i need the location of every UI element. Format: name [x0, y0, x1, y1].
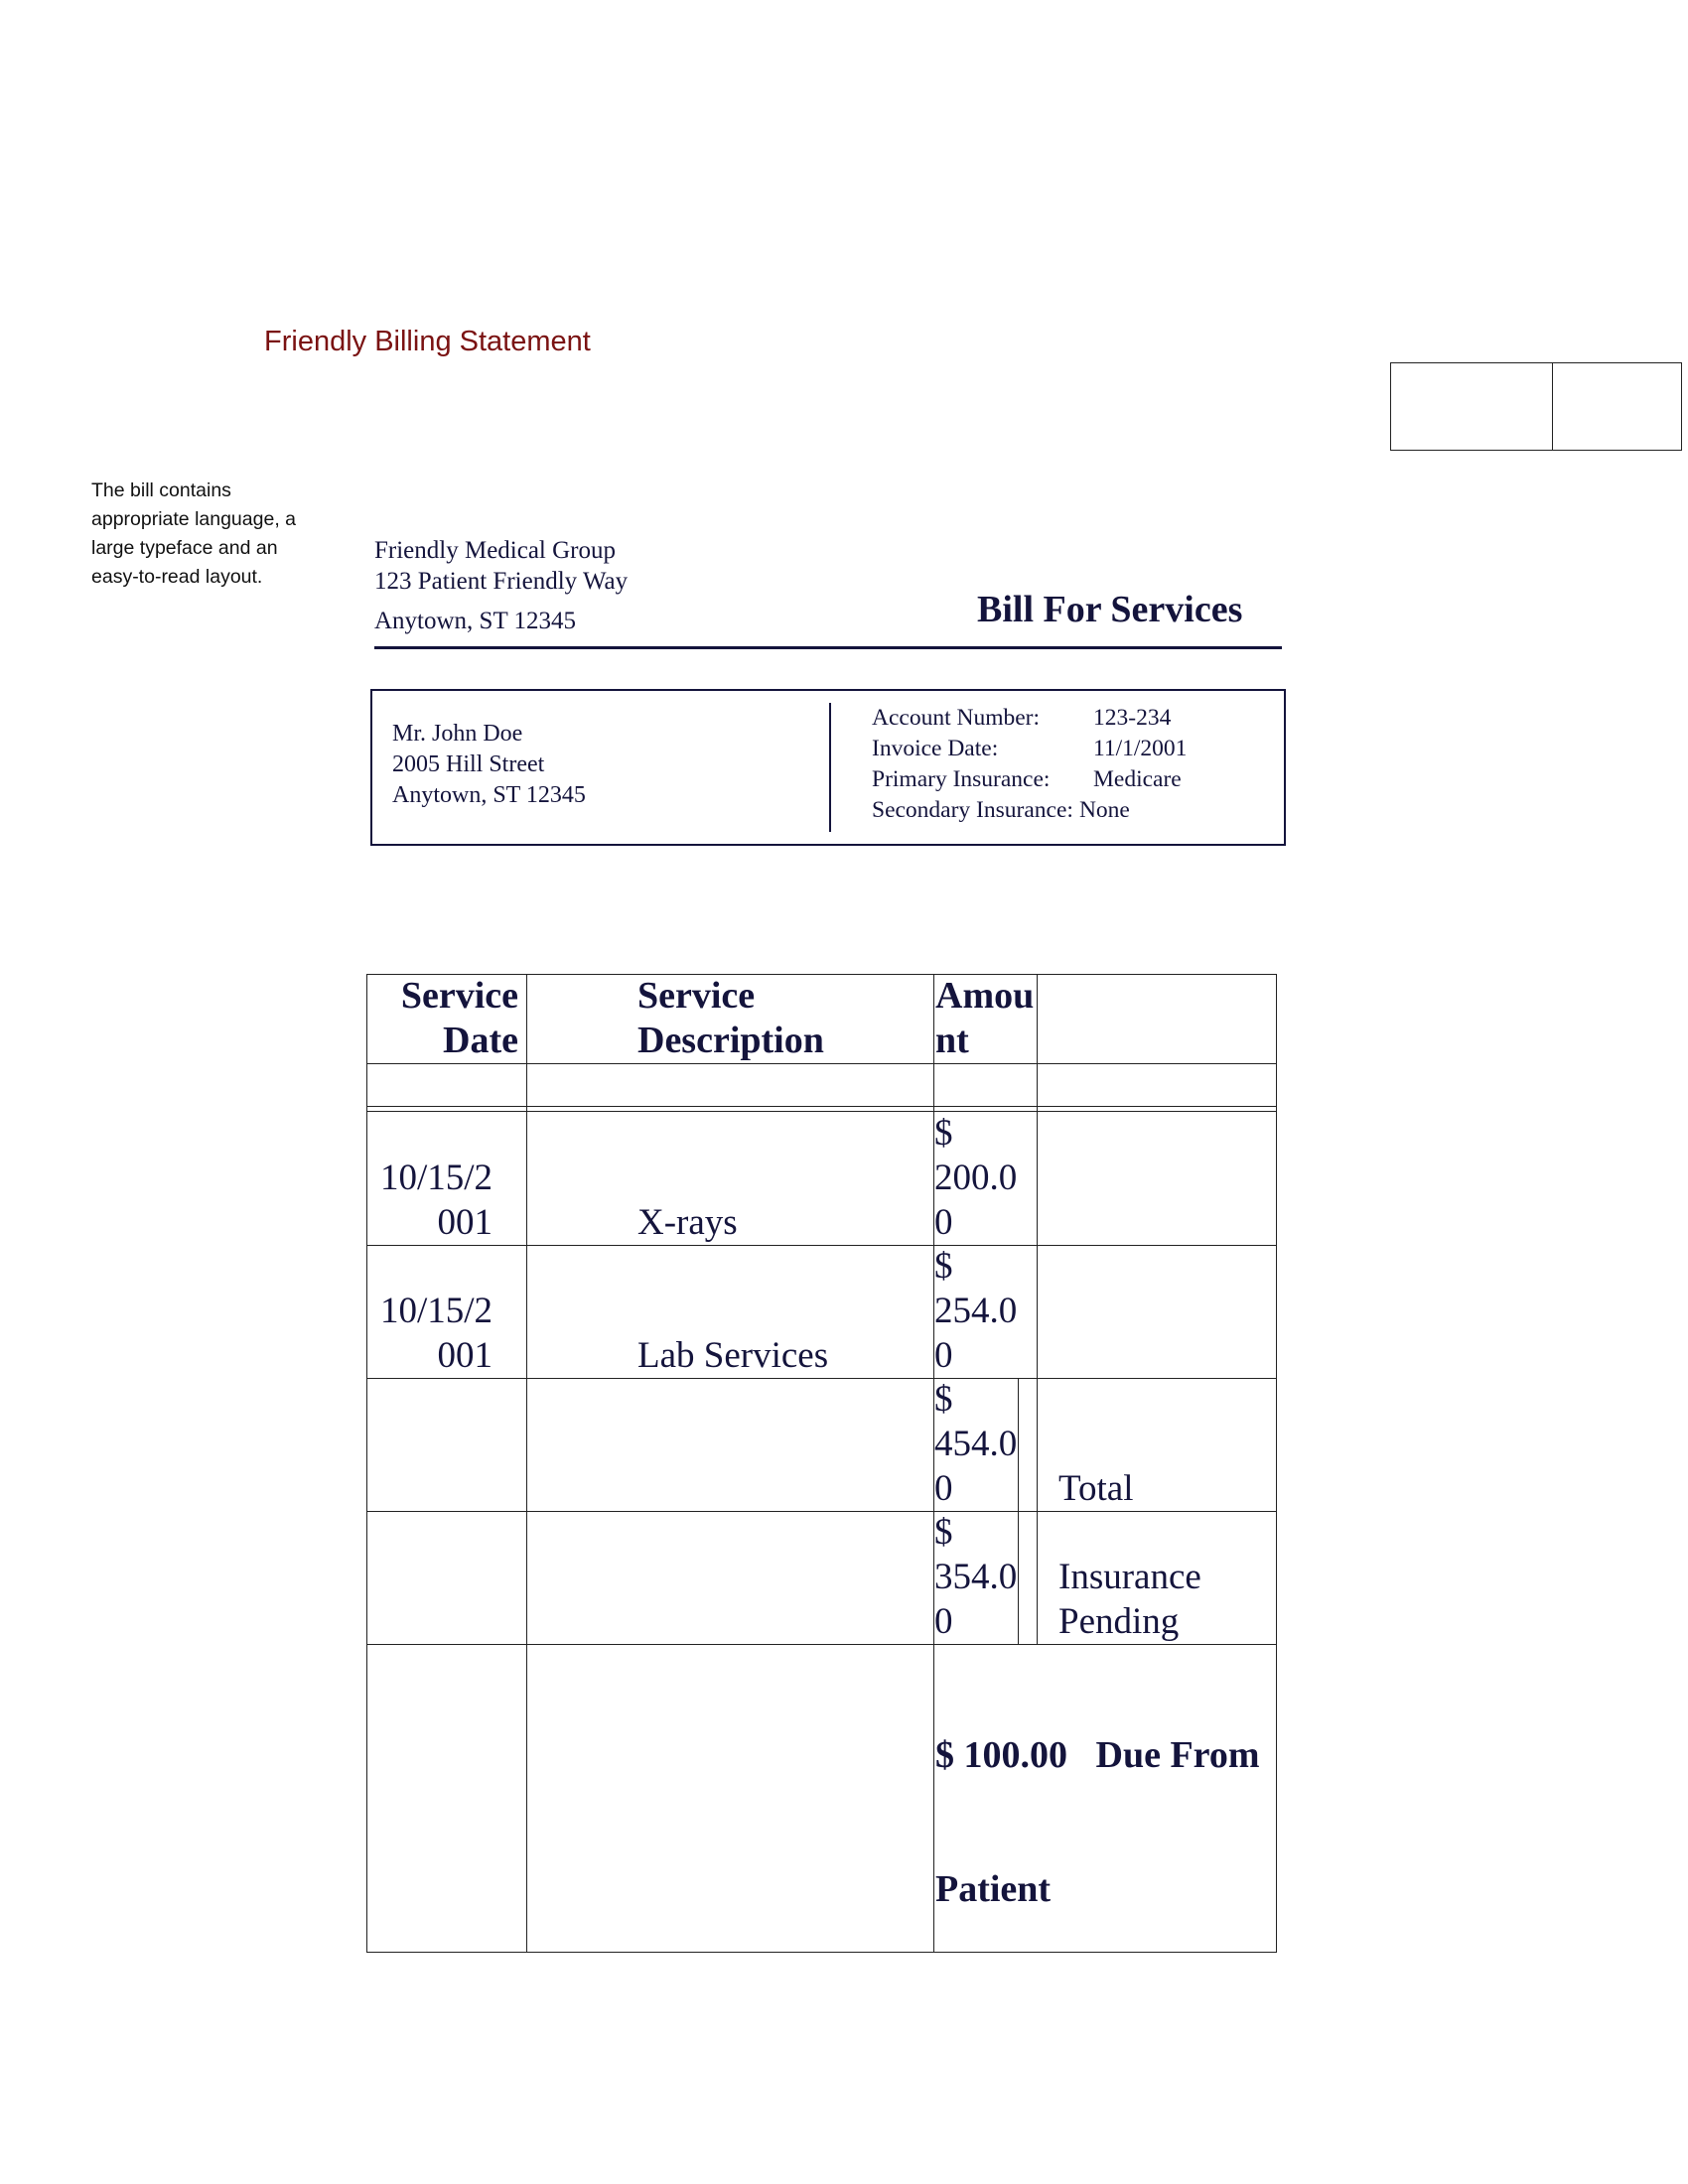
total-label: Total: [1058, 1468, 1134, 1509]
due-from-patient: [935, 1644, 1260, 2001]
account-number-value: 123-234: [1093, 705, 1172, 731]
annotation-note: The bill contains appropriate language, a large typeface and an easy-to-read layout.: [91, 479, 296, 588]
account-details: [872, 703, 1187, 826]
table-rule-header: [366, 1063, 1277, 1064]
total-amount-line1: $: [934, 1379, 953, 1420]
table-col-rule-inner: [1018, 1378, 1019, 1644]
row1-description: X-rays: [637, 1202, 738, 1243]
insurance-amount-line1: $: [934, 1512, 953, 1553]
table-border-right: [1276, 974, 1277, 1952]
secondary-insurance-value: None: [1078, 797, 1130, 823]
bill-heading: Bill For Services: [977, 589, 1243, 630]
invoice-date-label: Invoice Date:: [872, 736, 999, 761]
secondary-insurance-row: [872, 795, 1187, 826]
header-service-description-line1: Service: [637, 975, 756, 1017]
patient-street: 2005 Hill Street: [392, 751, 545, 777]
row2-amount-line3: 0: [934, 1335, 953, 1376]
row2-amount-line1: $: [934, 1246, 953, 1287]
secondary-insurance-label: Secondary Insurance:: [872, 797, 1073, 823]
info-box-divider: [829, 703, 831, 832]
table-rule-row2: [366, 1378, 1277, 1379]
table-rule-double-2: [366, 1111, 1277, 1112]
header-service-description-line2: Description: [637, 1020, 824, 1061]
invoice-date-value: 11/1/2001: [1093, 736, 1188, 761]
primary-insurance-value: Medicare: [1093, 766, 1182, 792]
table-rule-row1: [366, 1245, 1277, 1246]
insurance-label: [1058, 1555, 1201, 1644]
header-service-date: [369, 974, 518, 1063]
table-rule-double-1: [366, 1106, 1277, 1107]
document-title: Friendly Billing Statement: [264, 326, 591, 357]
header-service-date-line2: Date: [443, 1020, 518, 1061]
primary-insurance-row: [872, 764, 1187, 795]
header-service-date-line1: Service: [400, 975, 518, 1017]
row1-amount: [934, 1111, 1017, 1245]
row1-date-line1: 10/15/2: [379, 1158, 492, 1198]
insurance-amount: [934, 1510, 1017, 1644]
due-from-patient-line1: $ 100.00 Due From: [935, 1734, 1260, 1776]
insurance-amount-line2: 354.0: [934, 1557, 1018, 1597]
practice-city: Anytown, ST 12345: [374, 608, 577, 634]
row1-date-line2: 001: [437, 1202, 492, 1243]
insurance-label-line2: Pending: [1058, 1601, 1180, 1642]
patient-city: Anytown, ST 12345: [392, 782, 586, 808]
total-amount: [934, 1377, 1017, 1511]
insurance-amount-line3: 0: [934, 1601, 953, 1642]
corner-box: [1390, 362, 1682, 451]
table-rule-total: [366, 1511, 1277, 1512]
due-from-patient-line2: Patient: [935, 1868, 1052, 1910]
insurance-label-line1: Insurance: [1058, 1557, 1201, 1597]
primary-insurance-label: Primary Insurance:: [872, 766, 1051, 792]
row1-amount-line3: 0: [934, 1202, 953, 1243]
row2-description: Lab Services: [637, 1335, 829, 1376]
header-amount-line2: nt: [935, 1020, 969, 1061]
header-amount-line1: Amou: [935, 975, 1035, 1017]
table-border-left: [366, 974, 367, 1952]
account-number-label: Account Number:: [872, 705, 1041, 731]
table-col-rule-3: [1037, 974, 1038, 1644]
row2-date-line2: 001: [437, 1335, 492, 1376]
corner-box-divider: [1552, 363, 1553, 450]
account-number-row: [872, 703, 1187, 734]
row2-amount-line2: 254.0: [934, 1291, 1018, 1331]
table-row: [369, 1289, 492, 1378]
practice-street: 123 Patient Friendly Way: [374, 568, 629, 595]
row1-amount-line2: 200.0: [934, 1158, 1018, 1198]
table-row: [369, 1156, 492, 1245]
table-col-rule-1: [526, 974, 527, 1952]
header-rule: [374, 646, 1282, 649]
patient-account-box: [370, 689, 1286, 846]
header-service-description: [637, 974, 824, 1063]
row1-amount-line1: $: [934, 1113, 953, 1154]
total-amount-line3: 0: [934, 1468, 953, 1509]
header-amount: [935, 974, 1034, 1063]
invoice-date-row: [872, 734, 1187, 764]
row2-date-line1: 10/15/2: [379, 1291, 492, 1331]
row2-amount: [934, 1244, 1017, 1378]
practice-name: Friendly Medical Group: [374, 537, 617, 564]
total-amount-line2: 454.0: [934, 1424, 1018, 1464]
patient-name: Mr. John Doe: [392, 721, 523, 747]
patient-address: [392, 719, 586, 811]
